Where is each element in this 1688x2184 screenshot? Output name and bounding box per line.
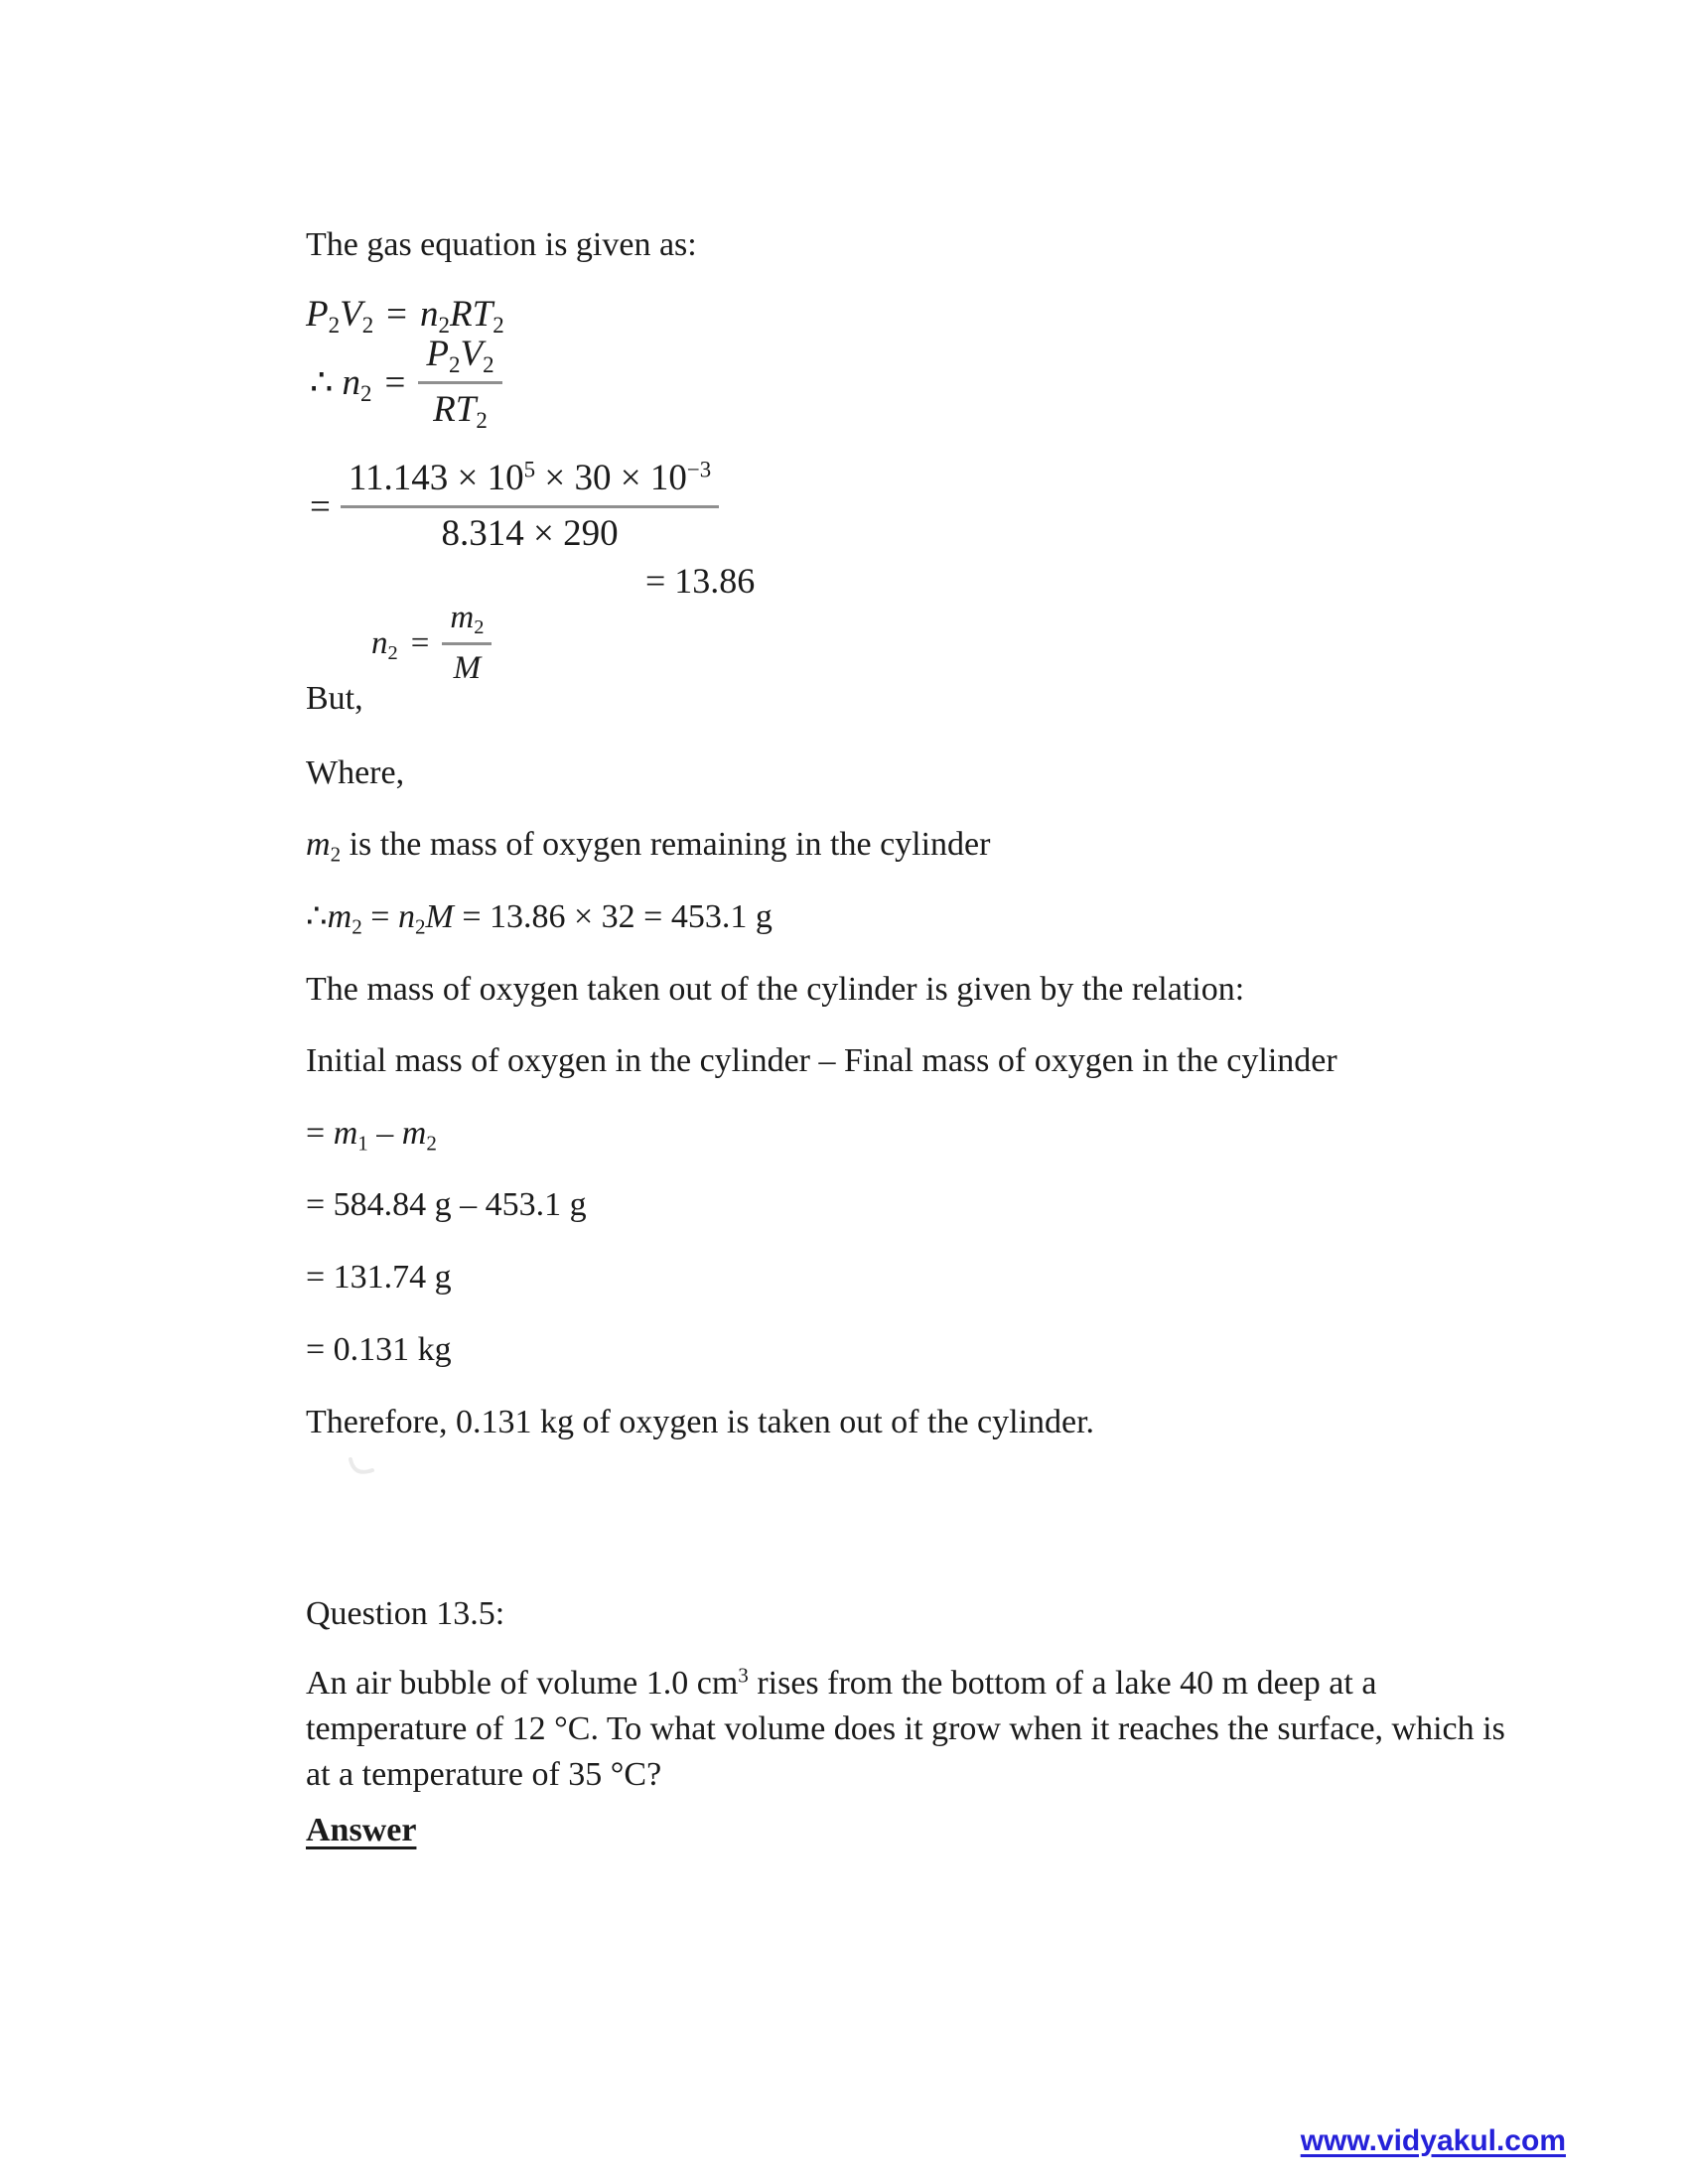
calc-result-grams-line: = 131.74 g bbox=[306, 1259, 452, 1296]
conclusion-line: Therefore, 0.131 kg of oxygen is taken out of the cylinder. bbox=[306, 1404, 1095, 1440]
footer-link[interactable]: www.vidyakul.com bbox=[1300, 2124, 1566, 2157]
m2-calculation-line: $\therefore m_2 = n_2M = 13.86 \times 32 = 453.1$ g bbox=[306, 898, 773, 939]
n2-variable: $n_2$ bbox=[342, 361, 372, 406]
question-text-line-2: temperature of 12 °C. To what volume does it grow when it reaches the surface, which is bbox=[306, 1710, 1505, 1747]
equation-gas-law: $P_2V_2 = n_2RT_2$ bbox=[306, 294, 504, 338]
intro-line: The gas equation is given as: bbox=[306, 226, 697, 263]
mass-taken-line: The mass of oxygen taken out of the cylinder is given by the relation: bbox=[306, 971, 1245, 1008]
m1-minus-m2-line: = $m_1 - m_2$ bbox=[306, 1115, 437, 1156]
equation-n2-fraction: ∴ $n_2$ = $\frac{P_2V_2}{RT_2}$ bbox=[310, 334, 502, 431]
where-label: Where, bbox=[306, 754, 405, 791]
equation-numeric-fraction: = $\frac{11.143 \times 10^5 \times 30 \times 10^{-3}}{8.314 \times 290}$ bbox=[310, 458, 719, 555]
initial-final-line: Initial mass of oxygen in the cylinder – Final mass of oxygen in the cylinder bbox=[306, 1042, 1337, 1079]
fraction-result: = 13.86 bbox=[645, 561, 756, 601]
fraction-m2-M: $\frac{m_2}{M}$ bbox=[442, 600, 492, 688]
equation-n2-m2-over-M: $n_2$ = $\frac{m_2}{M}$ bbox=[371, 600, 492, 688]
faint-smudge-mark bbox=[348, 1455, 375, 1479]
question-title: Question 13.5: bbox=[306, 1595, 505, 1632]
m2-definition-line: $m_2$ is the mass of oxygen remaining in the cylinder bbox=[306, 826, 991, 867]
but-label: But, bbox=[306, 680, 363, 717]
cm-cubed-superscript: 3 bbox=[738, 1663, 749, 1688]
fraction-p2v2-rt2: $\frac{P_2V_2}{RT_2}$ bbox=[418, 334, 501, 431]
therefore-symbol: ∴ bbox=[310, 362, 334, 404]
fraction-11143-8314: $\frac{11.143 \times 10^5 \times 30 \times 10^{-3}}{8.314 \times 290}$ bbox=[341, 458, 719, 555]
question-text-line-3: at a temperature of 35 °C? bbox=[306, 1756, 662, 1793]
answer-heading: Answer bbox=[306, 1812, 417, 1848]
question-text-line-1: An air bubble of volume 1.0 $cm^3$ rises from the bottom of a lake 40 m deep at a bbox=[306, 1663, 1377, 1702]
calc-result-kg-line: = 0.131 kg bbox=[306, 1331, 452, 1368]
calc-grams-line: = 584.84 g – 453.1 g bbox=[306, 1186, 587, 1223]
n2-variable: $n_2$ bbox=[371, 624, 398, 665]
